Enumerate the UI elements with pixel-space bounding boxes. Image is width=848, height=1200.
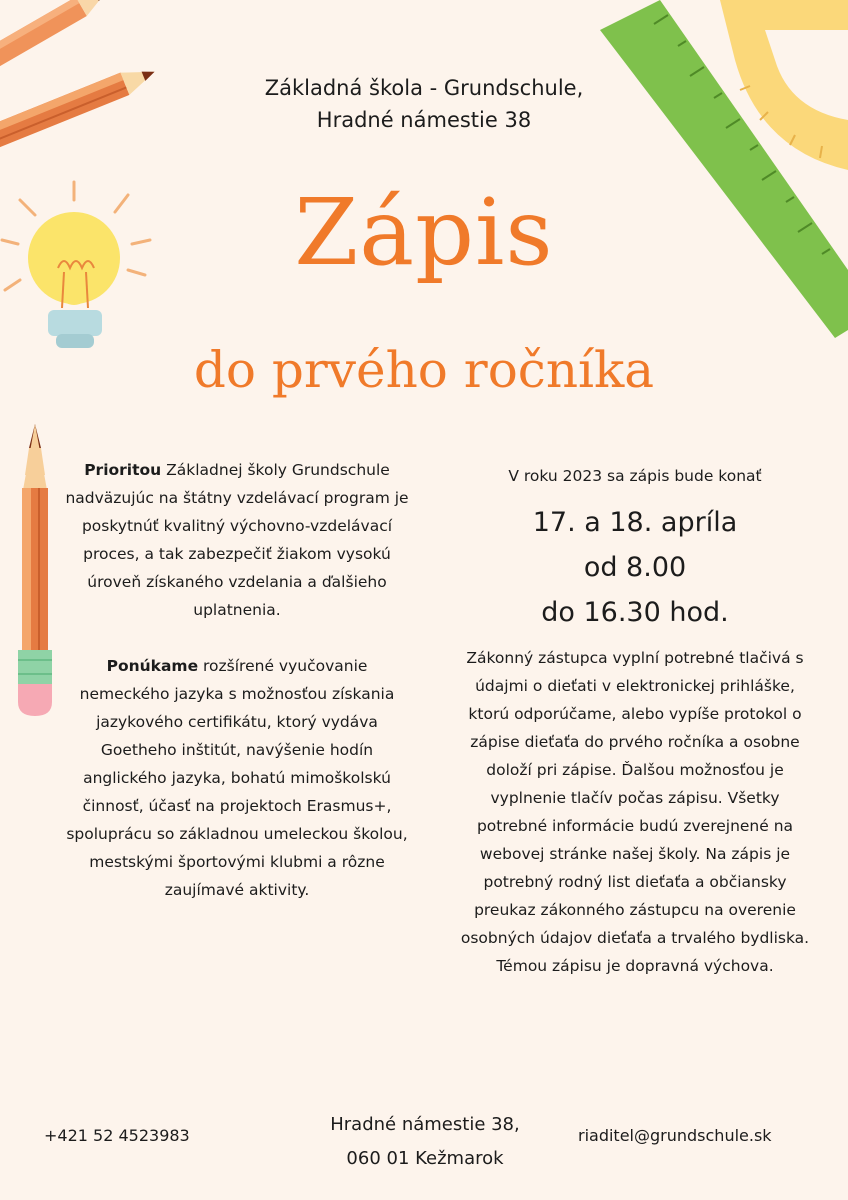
page-subtitle: do prvého ročníka (193, 341, 655, 399)
footer-address-line2: 060 01 Kežmarok (346, 1148, 504, 1169)
pencils-top-left-icon (0, 0, 170, 160)
page-title: Zápis (294, 179, 554, 286)
enrollment-dates (450, 500, 820, 635)
enrollment-details: Zákonný zástupca vyplní potrebné tlačivá s údajmi o dieťati v elektronickej prihláške, ktorú odporúčame, alebo vypíše protokol o zápise dieťaťa do prvého ročníka a osobne doloží pri zápise. Ďalšou možnosťou je vyplnenie tlačív počas zápisu. Všetky potrebné informácie budú zverejnené na webovej stránke našej školy. Na zápis je potrebný rodný list dieťaťa a občiansky preukaz zákonného zástupcu na overenie osobných údajov dieťaťa a trvalého bydliska. Témou zápisu je dopravná výchova. (460, 649, 810, 975)
footer-address-line1: Hradné námestie 38, (330, 1114, 520, 1135)
priority-bold: Prioritou (84, 461, 162, 479)
offer-paragraph (62, 652, 412, 904)
date-line-days: 17. a 18. apríla (532, 507, 738, 538)
pencil-left-icon (10, 420, 60, 720)
enrollment-intro: V roku 2023 sa zápis bude konať (508, 467, 762, 485)
priority-paragraph (62, 456, 412, 624)
date-line-start: od 8.00 (583, 552, 687, 583)
priority-text: Základnej školy Grundschule nadväzujúc na štátny vzdelávací program je poskytnúť kvalitný výchovno-vzdelávací proces, a tak zabezpečiť žiakom vysokú úroveň získaného vzdelania a ďalšieho uplatnenia. (65, 461, 409, 619)
offer-bold: Ponúkame (106, 657, 199, 675)
footer-phone: +421 52 4523983 (44, 1126, 190, 1145)
school-name (180, 72, 668, 136)
school-name-line1: Základná škola - Grundschule, (264, 76, 584, 100)
offer-text: rozšírené vyučovanie nemeckého jazyka s možnosťou získania jazykového certifikátu, ktorý vydáva Goetheho inštitút, navýšenie hodín anglického jazyka, bohatú mimoškolskú činnosť, účasť na projektoch Erasmus+, spoluprácu so základnou umeleckou školou, mestskými športovými klubmi a rôzne zaujímavé aktivity. (66, 657, 408, 899)
date-line-end: do 16.30 hod. (541, 597, 729, 628)
school-name-line2: Hradné námestie 38 (316, 108, 532, 132)
protractor-icon (720, 0, 848, 175)
footer-address (290, 1108, 560, 1176)
footer-email: riaditel@grundschule.sk (578, 1126, 772, 1145)
left-column (62, 456, 412, 932)
